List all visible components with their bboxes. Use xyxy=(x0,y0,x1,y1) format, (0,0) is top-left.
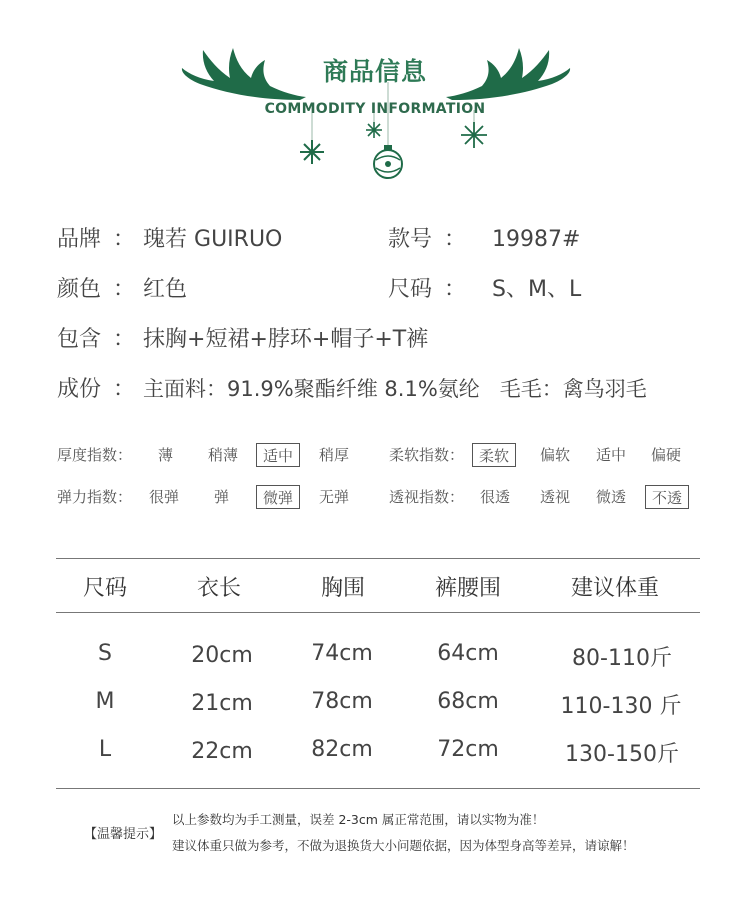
includes-label: 包含 xyxy=(57,327,102,352)
table-bottom-rule xyxy=(56,788,700,789)
thickness-option-medium-selected: 适中 xyxy=(256,443,300,467)
warm-tip-label: 【温馨提示】 xyxy=(84,827,163,842)
table-header-size: 尺码 xyxy=(82,576,127,601)
material-row xyxy=(57,372,647,403)
note-line-weight: 建议体重只做为参考，不做为退换货大小问题依据，因为体型身高等差异，请谅解！ xyxy=(172,838,635,853)
elasticity-option-none: 无弹 xyxy=(319,488,350,506)
elasticity-option-slight-selected: 微弹 xyxy=(256,485,300,509)
softness-option-slightly-soft: 偏软 xyxy=(540,446,571,464)
style-number-row xyxy=(388,222,580,253)
table-cell-length: 22cm xyxy=(191,739,253,764)
table-cell-size: M xyxy=(95,689,115,714)
softness-index-label: 柔软指数： xyxy=(389,446,465,464)
includes-value: 抹胸+短裙+脖环+帽子+T裤 xyxy=(143,327,429,352)
table-header-rule xyxy=(56,612,700,613)
table-cell-waist: 68cm xyxy=(437,689,499,714)
sheerness-option-very-sheer: 很透 xyxy=(480,488,511,506)
small-snowflake-icon xyxy=(366,122,382,138)
thickness-option-slightly-thick: 稍厚 xyxy=(319,446,350,464)
table-header-waist: 裤腰围 xyxy=(434,576,501,601)
material-value: 主面料：91.9%聚酯纤维 8.1%氨纶 毛毛：禽鸟羽毛 xyxy=(143,377,647,401)
table-top-rule xyxy=(56,558,700,559)
material-separator: ： xyxy=(113,377,136,402)
table-header-weight: 建议体重 xyxy=(570,576,659,601)
header-title-en: COMMODITY INFORMATION xyxy=(264,101,486,117)
snowflake-icon xyxy=(300,140,324,164)
material-label: 成份 xyxy=(57,377,102,402)
note-line-measurement: 以上参数均为手工测量，误差 2-3cm 属正常范围，请以实物为准！ xyxy=(172,812,545,827)
table-header-length: 衣长 xyxy=(196,576,241,601)
antler-decoration xyxy=(0,0,750,200)
star-icon xyxy=(461,122,487,148)
table-cell-size: S xyxy=(98,641,112,666)
table-cell-length: 20cm xyxy=(191,643,253,668)
includes-separator: ： xyxy=(113,327,136,352)
thickness-option-thin: 薄 xyxy=(158,446,174,464)
sheerness-option-slightly-sheer: 微透 xyxy=(596,488,627,506)
softness-option-medium: 适中 xyxy=(596,446,627,464)
ornament-ball-icon xyxy=(374,145,402,178)
table-cell-weight: 80-110斤 xyxy=(572,646,672,671)
brand-row xyxy=(57,222,282,253)
color-value: 红色 xyxy=(143,277,188,302)
color-separator: ： xyxy=(113,277,136,302)
table-cell-bust: 78cm xyxy=(311,689,373,714)
size-label: 尺码 xyxy=(388,277,433,302)
table-cell-weight: 110-130 斤 xyxy=(560,694,682,719)
table-cell-waist: 72cm xyxy=(437,737,499,762)
color-label: 颜色 xyxy=(57,277,102,302)
header-title-cn: 商品信息 xyxy=(322,57,427,86)
sheerness-index-label: 透视指数： xyxy=(389,488,465,506)
sheerness-option-opaque-selected: 不透 xyxy=(645,485,689,509)
style-number-separator: ： xyxy=(444,227,467,252)
includes-row xyxy=(57,322,428,353)
table-cell-length: 21cm xyxy=(191,691,253,716)
size-separator: ： xyxy=(444,277,467,302)
table-cell-bust: 82cm xyxy=(311,737,373,762)
elasticity-option-stretchy: 弹 xyxy=(214,488,230,506)
size-value: S、M、L xyxy=(492,277,582,302)
elasticity-index-label: 弹力指数： xyxy=(57,488,133,506)
table-cell-size: L xyxy=(98,737,112,762)
style-number-value: 19987# xyxy=(492,227,581,252)
sheerness-option-sheer: 透视 xyxy=(540,488,571,506)
size-row xyxy=(388,272,581,303)
table-header-bust: 胸围 xyxy=(320,576,365,601)
softness-option-slightly-hard: 偏硬 xyxy=(651,446,682,464)
color-row xyxy=(57,272,187,303)
brand-value: 瑰若 GUIRUO xyxy=(143,227,283,252)
thickness-option-slightly-thin: 稍薄 xyxy=(208,446,239,464)
style-number-label: 款号 xyxy=(388,227,433,252)
softness-option-soft-selected: 柔软 xyxy=(472,443,516,467)
table-cell-weight: 130-150斤 xyxy=(565,742,679,767)
brand-separator: ： xyxy=(113,227,136,252)
table-cell-waist: 64cm xyxy=(437,641,499,666)
brand-label: 品牌 xyxy=(57,227,102,252)
elasticity-option-very-stretchy: 很弹 xyxy=(149,488,180,506)
table-cell-bust: 74cm xyxy=(311,641,373,666)
commodity-info-header xyxy=(0,0,750,200)
thickness-index-label: 厚度指数： xyxy=(57,446,133,464)
